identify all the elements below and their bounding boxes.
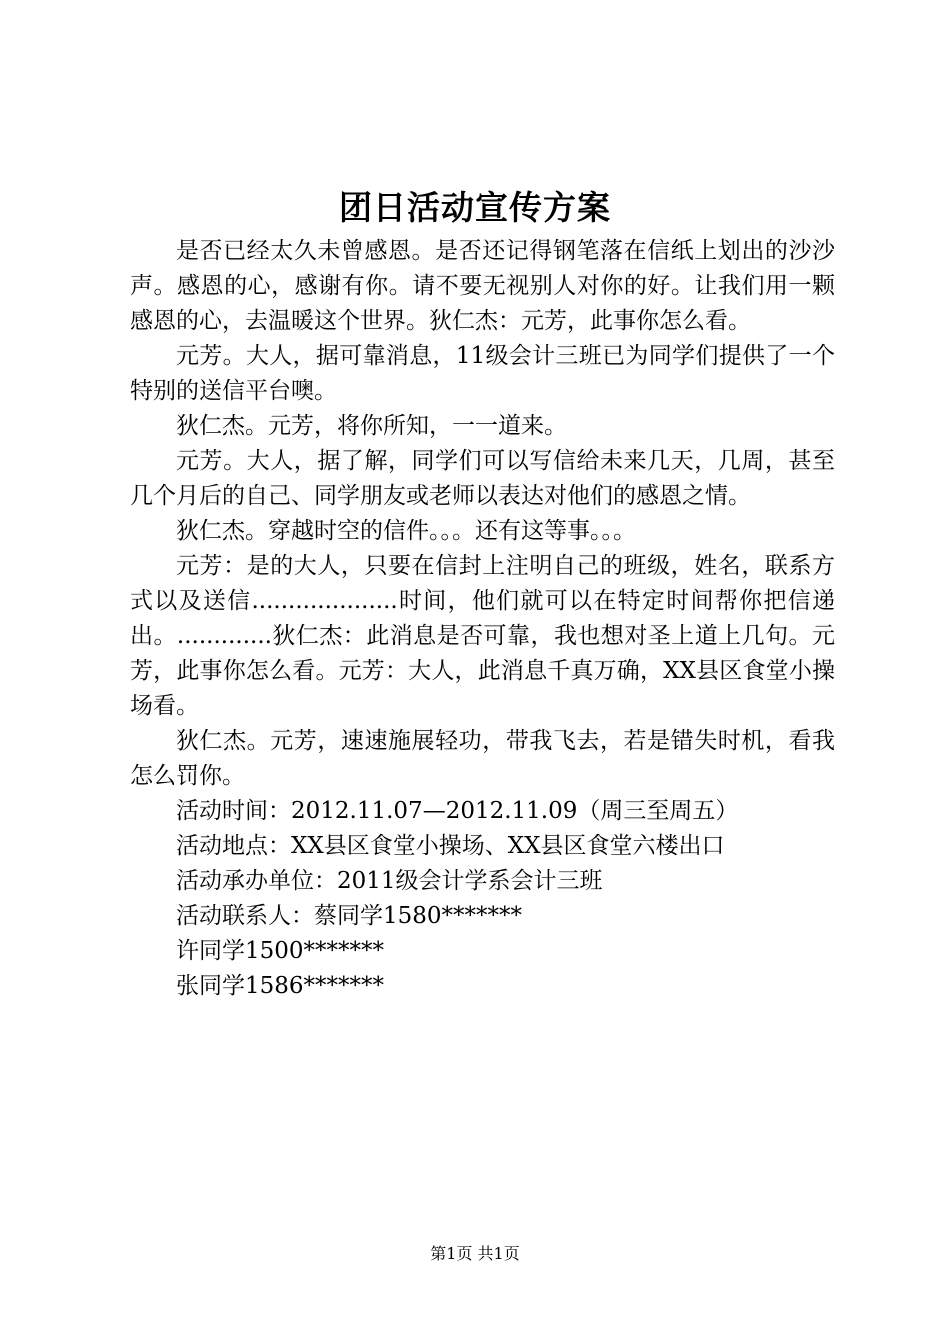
paragraph-direnjie-2: 狄仁杰。穿越时空的信件。。。还有这等事。。。 bbox=[176, 518, 636, 544]
activity-organizer: 活动承办单位：2011级会计学系会计三班 bbox=[176, 868, 603, 894]
paragraph-intro: 是否已经太久未曾感恩。是否还记得钢笔落在信纸上划出的沙沙声。感恩的心，感谢有你。请不要无视别人对你的好。让我们用一颗感恩的心，去温暖这个世界。狄仁杰：元芳，此事你怎么看。 bbox=[130, 238, 835, 334]
paragraph-yuanfang-3: 元芳：是的大人，只要在信封上注明自己的班级，姓名，联系方式以及送信....................时间，他们就可以在特定时间帮你把信递出。.............狄仁杰：此消息是否可靠，我也想对圣上道上几句。元芳，此事你怎么看。元芳：大人，此消息千真万确，XX县区食堂小操场看。 bbox=[130, 553, 835, 719]
activity-location: 活动地点：XX县区食堂小操场、XX县区食堂六楼出口 bbox=[176, 833, 725, 859]
activity-contact: 活动联系人：蔡同学1580******* bbox=[176, 903, 523, 929]
paragraph-yuanfang-1: 元芳。大人，据可靠消息，11级会计三班已为同学们提供了一个特别的送信平台噢。 bbox=[130, 343, 835, 404]
page-number-footer: 第1页 共1页 bbox=[430, 1244, 520, 1263]
paragraph-yuanfang-2: 元芳。大人，据了解，同学们可以写信给未来几天，几周，甚至几个月后的自己、同学朋友或老师以表达对他们的感恩之情。 bbox=[130, 448, 835, 509]
activity-contact-3: 张同学1586******* bbox=[176, 973, 385, 999]
document-title: 团日活动宣传方案 bbox=[339, 188, 611, 227]
document-body bbox=[130, 234, 835, 1004]
activity-time: 活动时间：2012.11.07—2012.11.09（周三至周五） bbox=[176, 798, 739, 824]
activity-contact-2: 许同学1500******* bbox=[176, 938, 385, 964]
paragraph-direnjie-3: 狄仁杰。元芳，速速施展轻功，带我飞去，若是错失时机，看我怎么罚你。 bbox=[130, 728, 835, 789]
paragraph-direnjie-1: 狄仁杰。元芳，将你所知，一一道来。 bbox=[176, 413, 567, 439]
